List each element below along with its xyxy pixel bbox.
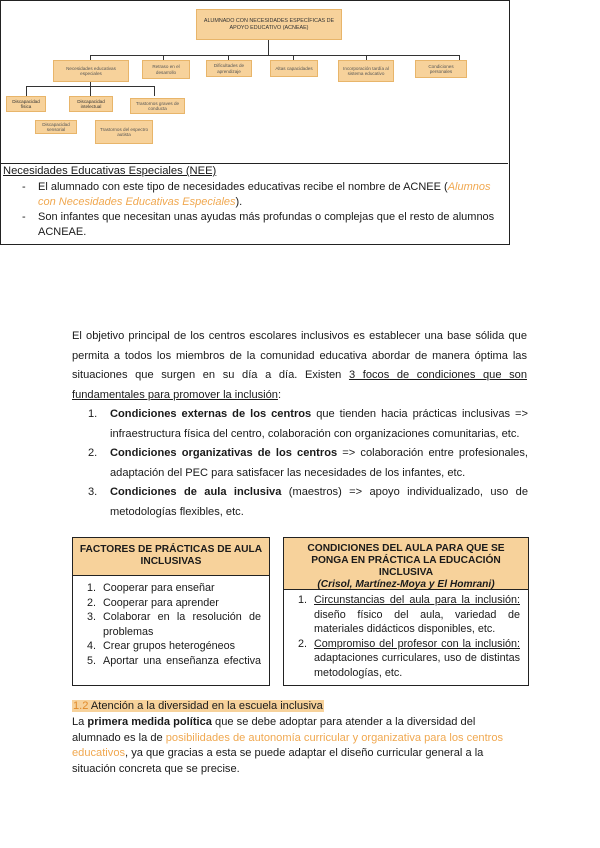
diagram-node-nee: Necesidades educativas especiales	[53, 60, 129, 82]
classroom-condition-rest: adaptaciones curriculares, uso de distintas metodologías, etc.	[314, 652, 520, 679]
diagram-root-node: ALUMNADO CON NECESIDADES ESPECÍFICAS DE APOYO EDUCATIVO (ACNEAE)	[196, 9, 342, 40]
nee-title: Necesidades Educativas Especiales (NEE)	[3, 165, 217, 177]
nee-list	[0, 180, 506, 240]
section-heading	[72, 700, 324, 712]
conditions-list	[88, 405, 528, 523]
diagram-node-fisica: Discapacidad física	[6, 96, 46, 112]
list-number: 5.	[87, 654, 97, 667]
condition-rest: => colaboración entre profesionales, adaptación del PEC para satisfacer las necesidades de los infantes, etc.	[110, 447, 528, 479]
condition-bold: Condiciones organizativas de los centros	[110, 447, 338, 460]
nee-item2-text: Son infantes que necesitan unas ayudas más profundas o complejas que el resto de alumnos ACNEAE.	[38, 211, 495, 238]
list-number: 2.	[88, 447, 98, 460]
diagram-node-incorporacion: Incorporación tardía al sistema educativo	[338, 60, 394, 82]
condition-rest: que tienden hacia prácticas inclusivas => infraestructura física del centro, colaboración con organizaciones comunitarias, etc.	[110, 408, 528, 440]
diagram-node-autista: Trastornos del espectro autista	[95, 120, 153, 144]
factor-item	[73, 581, 269, 596]
classroom-condition-item	[284, 593, 528, 637]
factor-text: Colaborar en la resolución de problemas	[103, 611, 261, 638]
diagram-node-retraso: Retraso en el desarrollo	[142, 60, 190, 79]
factor-text: Crear grupos heterogéneos	[103, 640, 236, 653]
list-number: 2.	[87, 596, 97, 609]
section-text: , ya que gracias a esta se puede adaptar el diseño curricular general a la situación concreta que se precise.	[72, 747, 484, 775]
section-text: La	[72, 716, 88, 728]
conditions-table-subtitle: (Crisol, Martínez-Moya y El Homrani)	[317, 579, 495, 590]
factor-text: Cooperar para enseñar	[103, 582, 215, 594]
section-highlight: posibilidades de autonomía curricular y organizativa para los centros educativos	[72, 731, 504, 760]
diagram-node-intelectual: Discapacidad intelectual	[69, 96, 113, 112]
intro-text: El objetivo principal de los centros escolares inclusivos es establecer una base sólida que permita a todos los miembros de la comunidad educativa abordar de manera óptima las situaciones que surgen en su día a día. Existen	[72, 330, 527, 382]
intro-end: :	[277, 388, 282, 401]
section-paragraph	[72, 715, 527, 777]
diagram-node-dificultades: Dificultades de aprendizaje	[206, 60, 252, 77]
classroom-conditions-list	[284, 590, 528, 681]
classroom-condition-underlined: Compromiso del profesor con la inclusión:	[314, 637, 520, 650]
diagram-connector	[26, 86, 27, 96]
conditions-table-title: CONDICIONES DEL AULA PARA QUE SE PONGA EN PRÁCTICA LA EDUCACIÓN INCLUSIVA	[307, 543, 505, 578]
condition-item-2	[88, 444, 528, 483]
list-number: 3.	[87, 611, 97, 624]
section-bold: primera medida política	[87, 716, 212, 728]
list-number: 1.	[87, 582, 97, 594]
diagram-node-condiciones: Condiciones personales	[415, 60, 467, 78]
factors-table	[72, 537, 270, 686]
nee-item1-prefix: El alumnado con este tipo de necesidades educativas recibe el nombre de ACNEE (	[38, 181, 448, 193]
diagram-connector	[90, 86, 91, 96]
factor-text: Cooperar para aprender	[103, 596, 219, 609]
section-number: 1.2	[73, 700, 89, 712]
factor-text: Aportar una enseñanza efectiva	[103, 654, 261, 667]
list-number: 1.	[298, 594, 308, 606]
list-number: 3.	[88, 486, 98, 499]
nee-item1-highlight: Alumnos con Necesidades Educativas Especiales	[38, 181, 491, 208]
conditions-table-header	[284, 538, 528, 590]
factor-item	[73, 596, 269, 611]
condition-item-1	[88, 405, 528, 444]
intro-underlined: 3 focos de condiciones que son fundamentales para promover la inclusión	[72, 369, 528, 401]
list-number: 2.	[298, 637, 308, 650]
box-separator	[0, 163, 508, 164]
intro-paragraph	[72, 327, 527, 405]
diagram-node-conducta: Trastornos graves de conducta	[130, 98, 185, 114]
classroom-condition-rest: diseño físico del aula, variedad de materiales didácticos disponibles, etc.	[314, 608, 520, 636]
list-number: 4.	[87, 640, 97, 653]
conditions-table	[283, 537, 529, 686]
nee-item1-suffix: ).	[235, 196, 243, 208]
condition-bold: Condiciones externas de los centros	[110, 408, 312, 420]
factor-item	[73, 654, 269, 669]
section-title: Atención a la diversidad en la escuela inclusiva	[88, 700, 323, 712]
condition-item-3	[88, 483, 528, 522]
list-number: 1.	[88, 408, 98, 420]
factor-item	[73, 610, 269, 639]
factors-table-header: FACTORES DE PRÁCTICAS DE AULA INCLUSIVAS	[73, 538, 269, 576]
nee-item-2	[0, 210, 506, 240]
diagram-node-altas: Altas capacidades	[270, 60, 318, 77]
section-text: que se debe adoptar para atender a la diversidad del alumnado es la de	[72, 716, 476, 744]
factor-item	[73, 639, 269, 654]
diagram-node-sensorial: Discapacidad sensorial	[35, 120, 77, 134]
diagram-connector	[90, 55, 459, 56]
classroom-condition-item	[284, 637, 528, 681]
nee-item-1	[0, 180, 506, 210]
diagram-connector	[154, 86, 155, 96]
acneae-diagram	[0, 0, 508, 163]
condition-rest: (maestros) => apoyo individualizado, uso de metodologías flexibles, etc.	[110, 486, 528, 518]
condition-bold: Condiciones de aula inclusiva	[110, 486, 282, 499]
diagram-connector	[268, 40, 269, 55]
acneae-box	[0, 0, 510, 245]
factors-list	[73, 576, 269, 669]
classroom-condition-underlined: Circunstancias del aula para la inclusión:	[314, 594, 520, 606]
dash-bullet: -	[22, 211, 26, 223]
dash-bullet: -	[22, 181, 26, 193]
